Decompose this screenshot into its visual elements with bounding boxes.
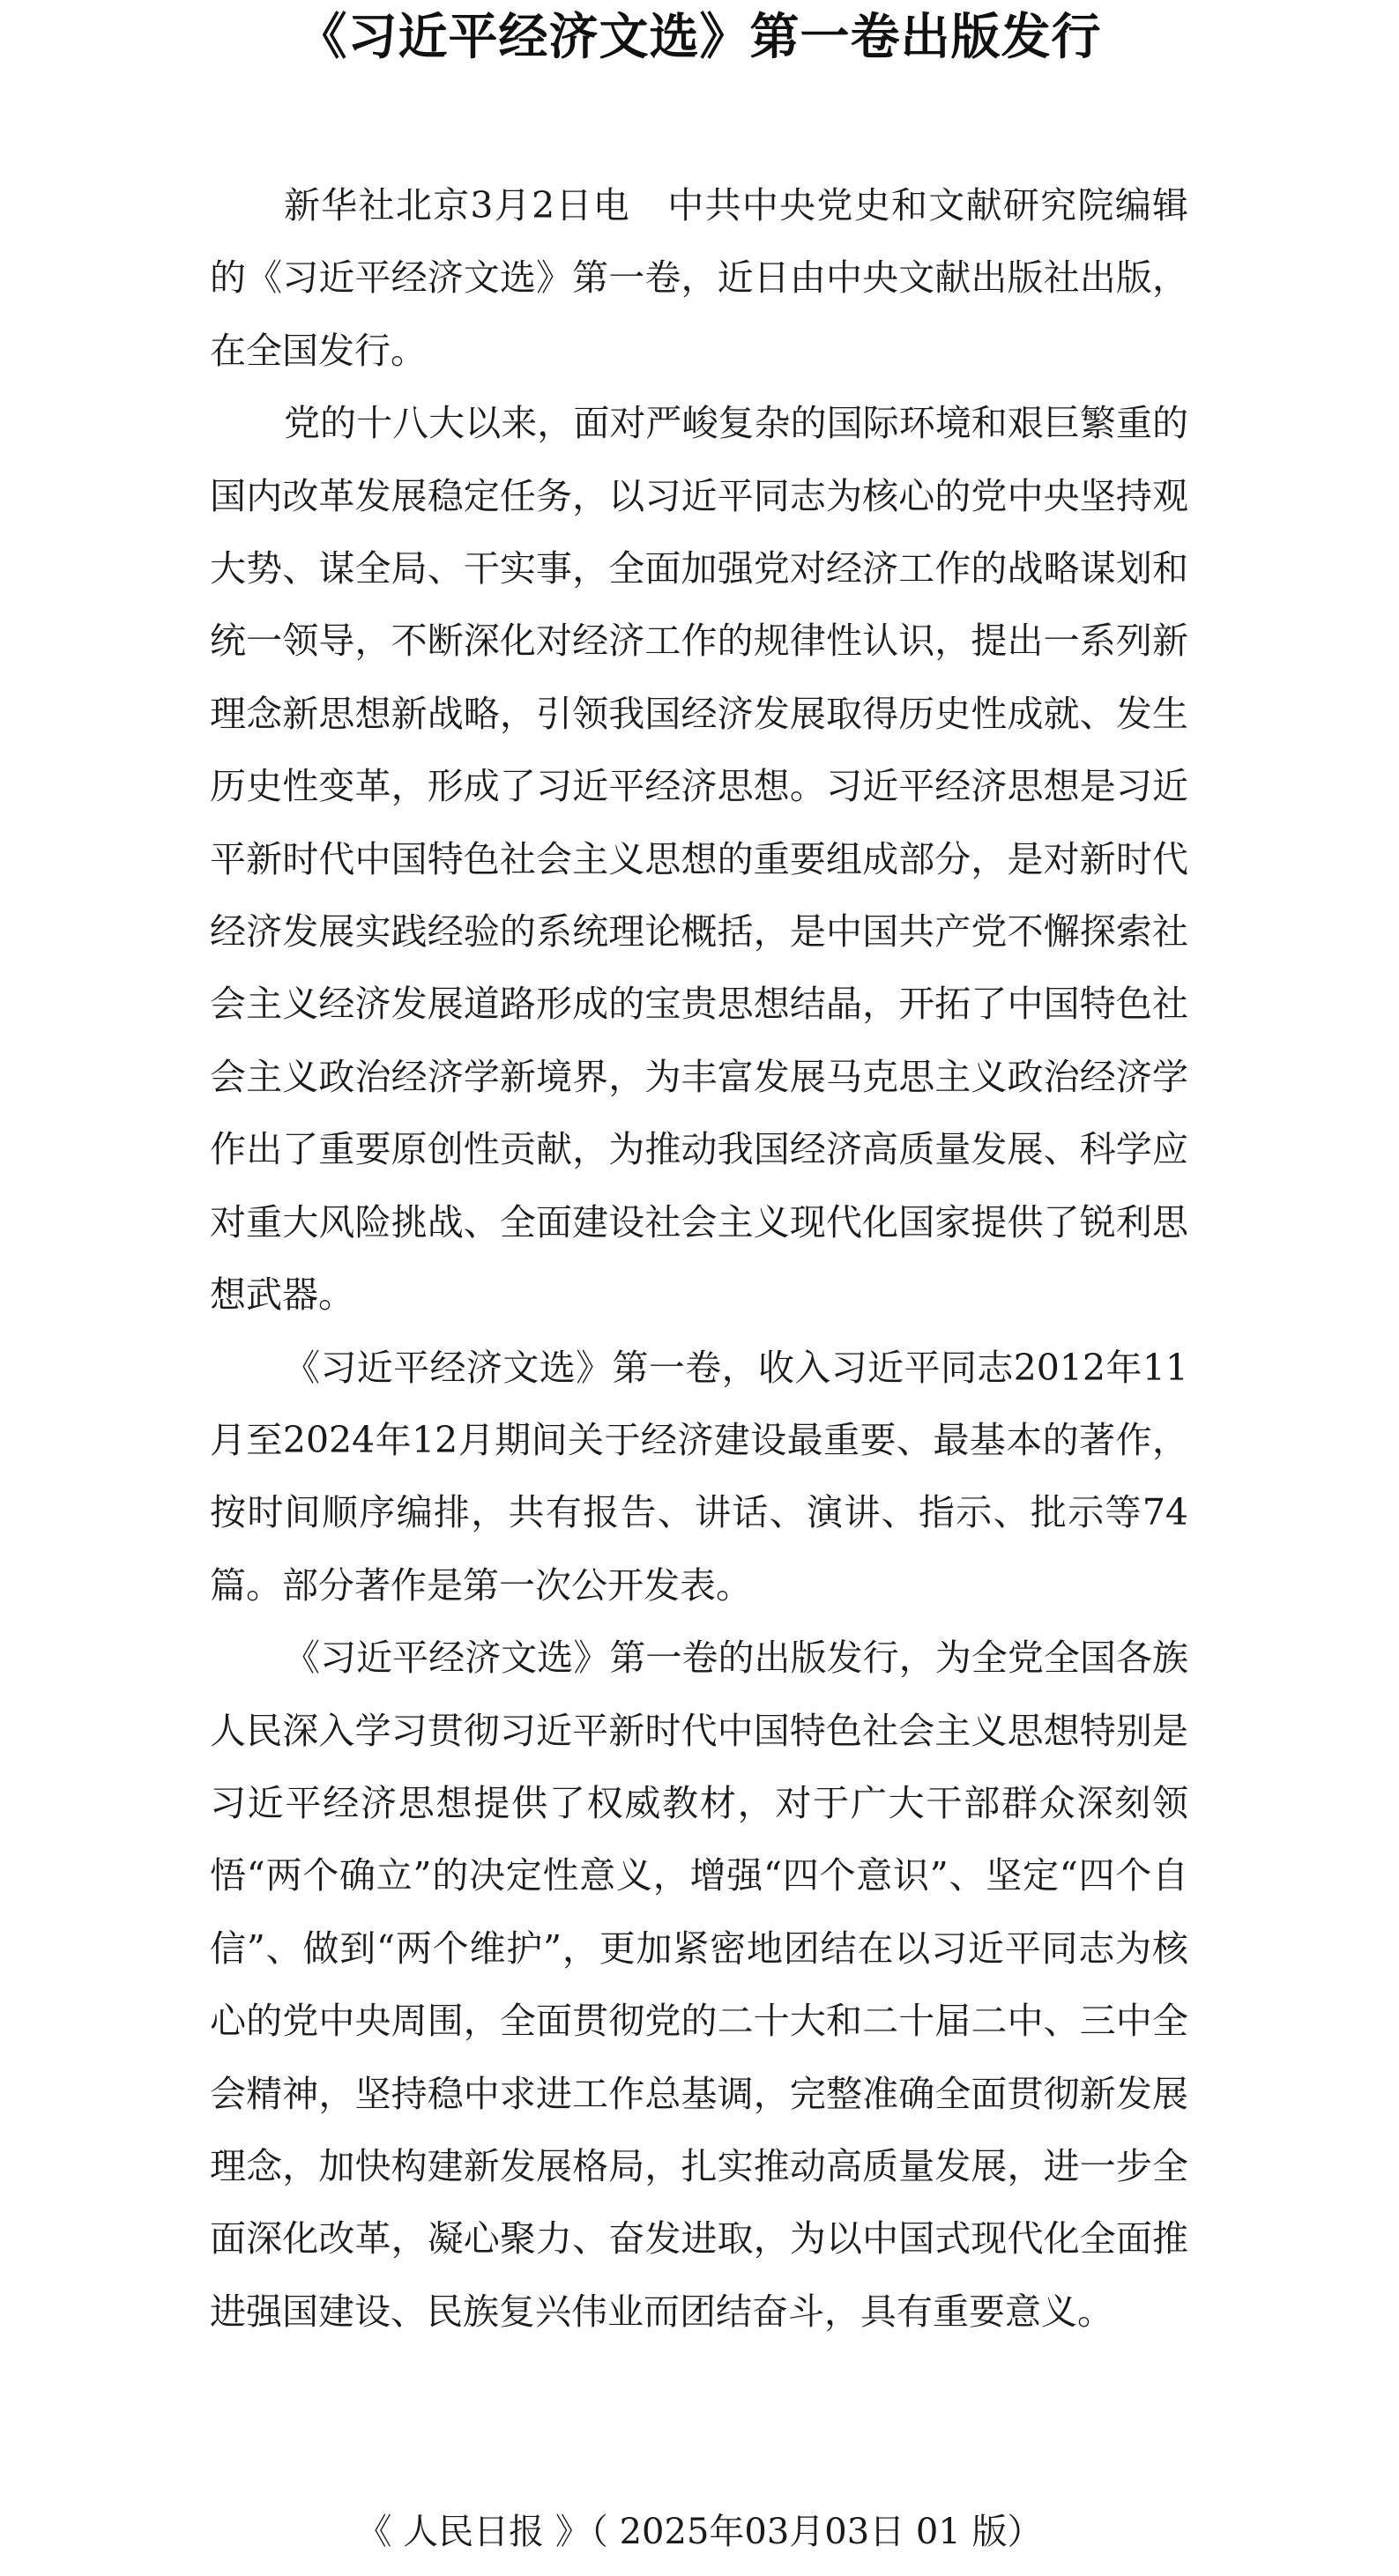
source-citation: 《 人民日报 》（ 2025年03月03日 01 版）	[356, 2512, 1043, 2552]
article-paragraph-1: 新华社北京3月2日电 中共中央党史和文献研究院编辑的《习近平经济文选》第一卷，近日由中央文献出版社出版，在全国发行。	[210, 184, 1188, 372]
article-title: 《习近平经济文选》第一卷出版发行	[297, 9, 1102, 66]
article-paragraph-4: 《习近平经济文选》第一卷的出版发行，为全党全国各族人民深入学习贯彻习近平新时代中国特色社会主义思想特别是习近平经济思想提供了权威教材，对于广大干部群众深刻领悟“两个确立”的决定性意义，增强“四个意识”、坚定“四个自信”、做到“两个维护”，更加紧密地团结在以习近平同志为核心的党中央周围，全面贯彻党的二十大和二十届二中、三中全会精神，坚持稳中求进工作总基调，完整准确全面贯彻新发展理念，加快构建新发展格局，扎实推动高质量发展，进一步全面深化改革，凝心聚力、奋发进取，为以中国式现代化全面推进强国建设、民族复兴伟业而团结奋斗，具有重要意义。	[210, 1637, 1188, 2333]
article-paragraph-2: 党的十八大以来，面对严峻复杂的国际环境和艰巨繁重的国内改革发展稳定任务，以习近平同志为核心的党中央坚持观大势、谋全局、干实事，全面加强党对经济工作的战略谋划和统一领导，不断深化对经济工作的规律性认识，提出一系列新理念新思想新战略，引领我国经济发展取得历史性成就、发生历史性变革，形成了习近平经济思想。习近平经济思想是习近平新时代中国特色社会主义思想的重要组成部分，是对新时代经济发展实践经验的系统理论概括，是中国共产党不懈探索社会主义经济发展道路形成的宝贵思想结晶，开拓了中国特色社会主义政治经济学新境界，为丰富发展马克思主义政治经济学作出了重要原创性贡献，为推动我国经济高质量发展、科学应对重大风险挑战、全面建设社会主义现代化国家提供了锐利思想武器。	[210, 402, 1188, 1317]
article-body	[210, 169, 1188, 2348]
article-paragraph-3: 《习近平经济文选》第一卷，收入习近平同志2012年11月至2024年12月期间关于经济建设最重要、最基本的著作，按时间顺序编排，共有报告、讲话、演讲、指示、批示等74篇。部分著作是第一次公开发表。	[210, 1346, 1188, 1607]
